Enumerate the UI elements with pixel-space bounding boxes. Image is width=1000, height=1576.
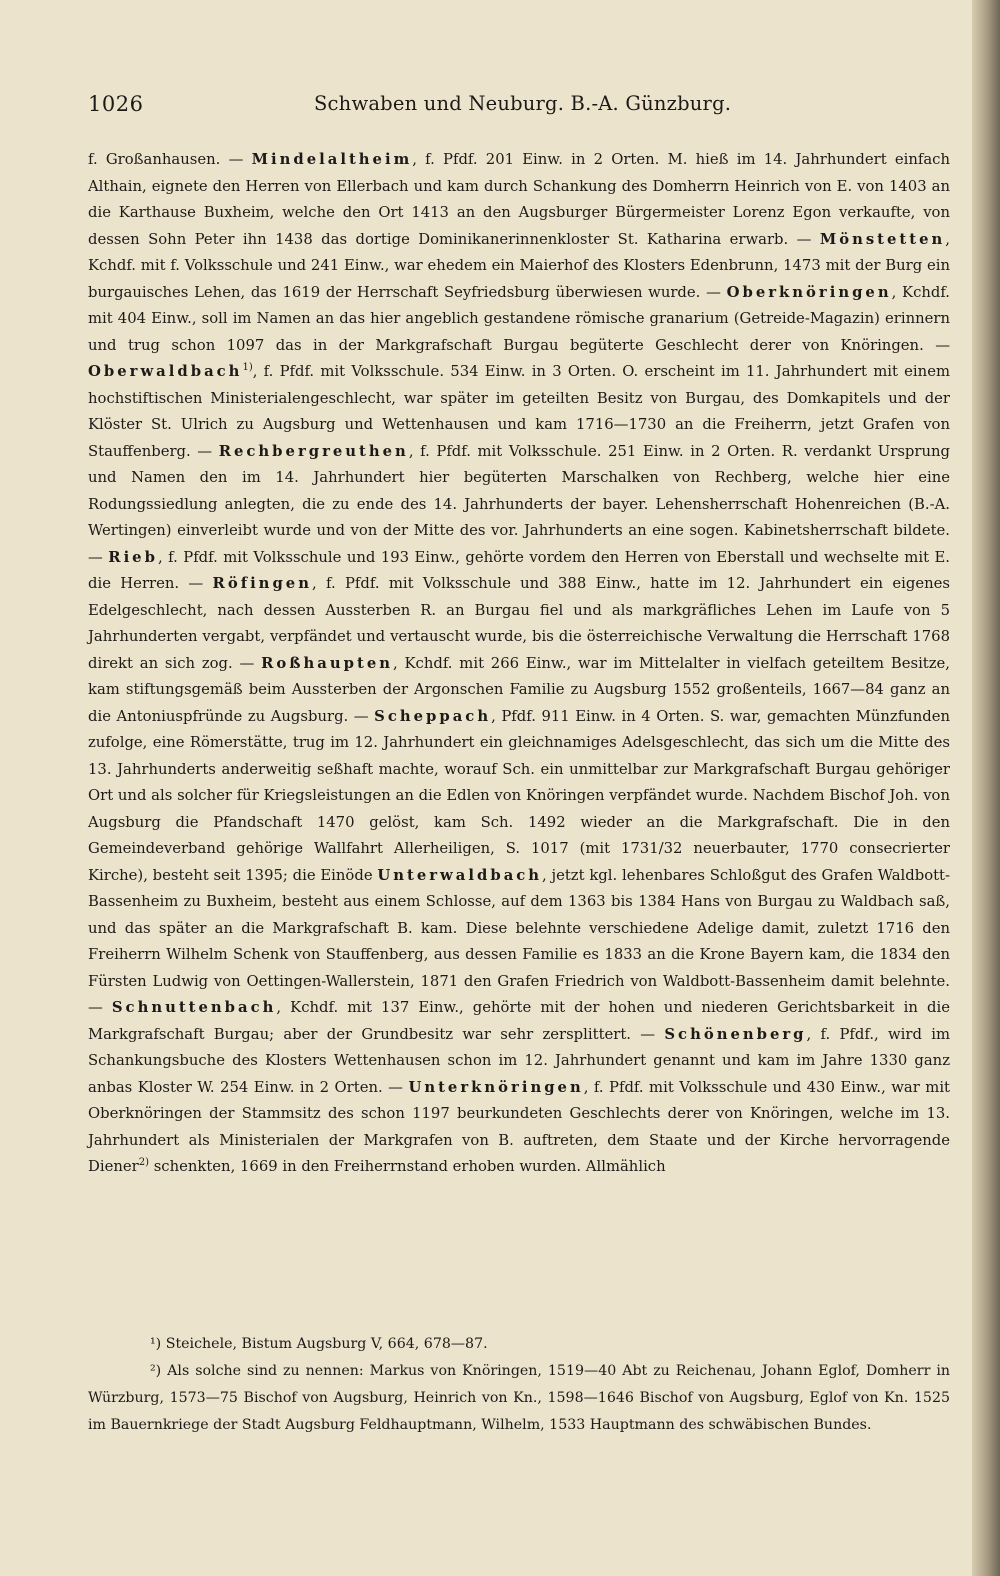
text-run: f. Großanhausen. — xyxy=(88,151,252,168)
place-name: Unterknöringen xyxy=(408,1078,584,1096)
place-name: Unterwaldbach xyxy=(377,866,543,884)
text-run: , f. Pfdf., wird im Schankungsbuche des Klosters Wettenhausen schon im 12. Jahrhundert genannt und kam im Jahre 1330 ganz anbas Kloster W. 254 Einw. in 2 Orten. — xyxy=(88,1025,951,1096)
text-run: , f. Pfdf. mit Volksschule und 430 Einw., war mit Oberknöringen der Stammsitz des schon 1197 beurkundeten Geschlechts derer von Knöringen, welche im 13. Jahrhundert als Ministerialen der Markgrafen von B. auftreten, dem Staate und der Kirche hervorragende Diener xyxy=(88,1078,950,1175)
footnotes xyxy=(88,1331,950,1439)
page-number: 1026 xyxy=(88,92,144,116)
text-run: , f. Pfdf. 201 Einw. in 2 Orten. M. hieß im 14. Jahrhundert einfach Althain, eignete den Herren von Ellerbach und kam durch Schankung des Domherrn Heinrich von E. von 1403 an die Karthause Buxheim, welche den Ort 1413 an den Augsburger Bürgermeister Lorenz Egon verkaufte, von dessen Sohn Peter ihn 1438 das dortige Dominikanerinnenkloster St. Katharina erwarb. — xyxy=(88,151,950,248)
place-name: Scheppach xyxy=(374,707,492,725)
page-header xyxy=(88,86,948,126)
place-name: Schnuttenbach xyxy=(111,999,277,1016)
text-run: , Pfdf. 911 Einw. in 4 Orten. S. war, gemachten Münzfunden zufolge, eine Römerstätte, trug im 12. Jahrhundert ein gleichnamiges Adelsgeschlecht, das sich um die Mitte des 13. Jahrhunderts anderweitig seßhaft machte, worauf Sch. ein unmittelbar zur Markgrafschaft Burgau gehöriger Ort und als solcher für Kriegsleistungen an die Edlen von Knöringen verpfändet wurde. Nachdem Bischof Joh. von Augsburg die Pfandschaft 1470 gelöst, kam Sch. 1492 wieder an die Markgrafschaft. Die in den Gemeindeverband gehörige Wallfahrt Allerheiligen, S. 1017 (mit 1731/32 neuerbauter, 1770 consecrierter Kirche), besteht seit 1395; die Einöde xyxy=(88,707,950,884)
place-name: Roßhaupten xyxy=(261,654,393,672)
place-name: Oberwaldbach xyxy=(88,363,243,380)
footnote-1: ¹) Steichele, Bistum Augsburg V, 664, 678—87. xyxy=(150,1336,488,1352)
footnote-ref: 2) xyxy=(138,1157,149,1169)
text-run: , jetzt kgl. lehenbares Schloßgut des Grafen Waldbott-Bassenheim zu Buxheim, besteht aus einem Schlosse, auf dem 1363 bis 1384 Hans von Burgau zu Waldbach saß, und das später an die Markgrafschaft B. kam. Diese belehnte verschiedene Adelige damit, zuletzt 1716 den Freiherrn Wilhelm Schenk von Stauffenberg, aus dessen Familie es 1833 an die Krone Bayern kam, die 1834 den Fürsten Ludwig von Oettingen-Wallerstein, 1871 den Grafen Friedrich von Waldbott-Bassenheim damit belehnte. — xyxy=(88,866,950,1016)
running-title: Schwaben und Neuburg. B.-A. Günzburg. xyxy=(314,92,732,115)
text-run: , Kchdf. mit 266 Einw., war im Mittelalter in vielfach geteiltem Besitze, kam stiftungsgemäß beim Aussterben der Argonschen Familie zu Augsburg 1552 großenteils, 1667—84 ganz an die Antoniuspfründe zu Augsburg. — xyxy=(88,654,951,725)
place-name: Röfingen xyxy=(212,575,312,592)
place-name: Mönstetten xyxy=(819,230,946,248)
place-name: Mindelaltheim xyxy=(251,151,413,168)
text-run: schenkten, 1669 in den Freiherrnstand erhoben wurden. Allmählich xyxy=(148,1158,666,1175)
body-paragraph xyxy=(88,147,950,1181)
footnote-ref: 1) xyxy=(242,362,253,374)
page-edge xyxy=(972,0,1000,1576)
place-name: Oberknöringen xyxy=(726,283,892,301)
place-name: Rieb xyxy=(108,548,158,566)
text-run: , f. Pfdf. mit Volksschule. 534 Einw. in 3 Orten. O. erscheint im 11. Jahrhundert mit einem hochstiftischen Ministerialengeschlecht, war später im geteilten Besitz von Burgau, des Domkapitels und der Klöster St. Ulrich zu Augsburg und Wettenhausen und kam 1716—1730 an die Freiherrn, jetzt Grafen von Stauffenberg. — xyxy=(88,363,950,460)
footnote-2: ²) Als solche sind zu nennen: Markus von Knöringen, 1519—40 Abt zu Reichenau, Johann Eglof, Domherr in Würzburg, 1573—75 Bischof von Augsburg, Heinrich von Kn., 1598—1646 Bischof von Augsburg, Eglof von Kn. 1525 im Bauernkriege der Stadt Augsburg Feldhauptmann, Wilhelm, 1533 Hauptmann des schwäbischen Bundes. xyxy=(88,1363,950,1433)
text-run: , f. Pfdf. mit Volksschule. 251 Einw. in 2 Orten. R. verdankt Ursprung und Namen den im 14. Jahrhundert hier begüterten Marschalken von Rechberg, welche hier eine Rodungssiedlung anlegten, die zu ende des 14. Jahrhunderts der bayer. Lehensherrschaft Hohenreichen (B.-A. Wertingen) einverleibt wurde und von der Mitte des vor. Jahrhunderts an eine sogen. Kabinetsherrschaft bildete. — xyxy=(88,442,950,566)
text-run: , f. Pfdf. mit Volksschule und 193 Einw., gehörte vordem den Herren von Eberstall und wechselte mit E. die Herren. — xyxy=(88,548,950,592)
text-run: , Kchdf. mit 404 Einw., soll im Namen an das hier angeblich gestandene römische granarium (Getreide-Magazin) erinnern und trug schon 1097 das in der Markgrafschaft Burgau begüterte Geschlecht derer von Knöringen. — xyxy=(88,283,951,354)
text-run: , Kchdf. mit 137 Einw., gehörte mit der hohen und niederen Gerichtsbarkeit in die Markgrafschaft Burgau; aber der Grundbesitz war sehr zersplittert. — xyxy=(88,999,950,1043)
place-name: Schönenberg xyxy=(664,1025,807,1043)
place-name: Rechbergreuthen xyxy=(218,442,409,460)
text-run: , Kchdf. mit f. Volksschule und 241 Einw., war ehedem ein Maierhof des Klosters Edenbrunn, 1473 mit der Burg ein burgauisches Lehen, das 1619 der Herrschaft Seyfriedsburg überwiesen wurde. — xyxy=(88,230,950,301)
text-run: , f. Pfdf. mit Volksschule und 388 Einw., hatte im 12. Jahrhundert ein eigenes Edelgeschlecht, nach dessen Aussterben R. an Burgau fiel und als markgräfliches Lehen im Laufe von 5 Jahrhunderten vergabt, verpfändet und vertauscht wurde, bis die österreichische Verwaltung die Herrschaft 1768 direkt an sich zog. — xyxy=(88,575,950,672)
